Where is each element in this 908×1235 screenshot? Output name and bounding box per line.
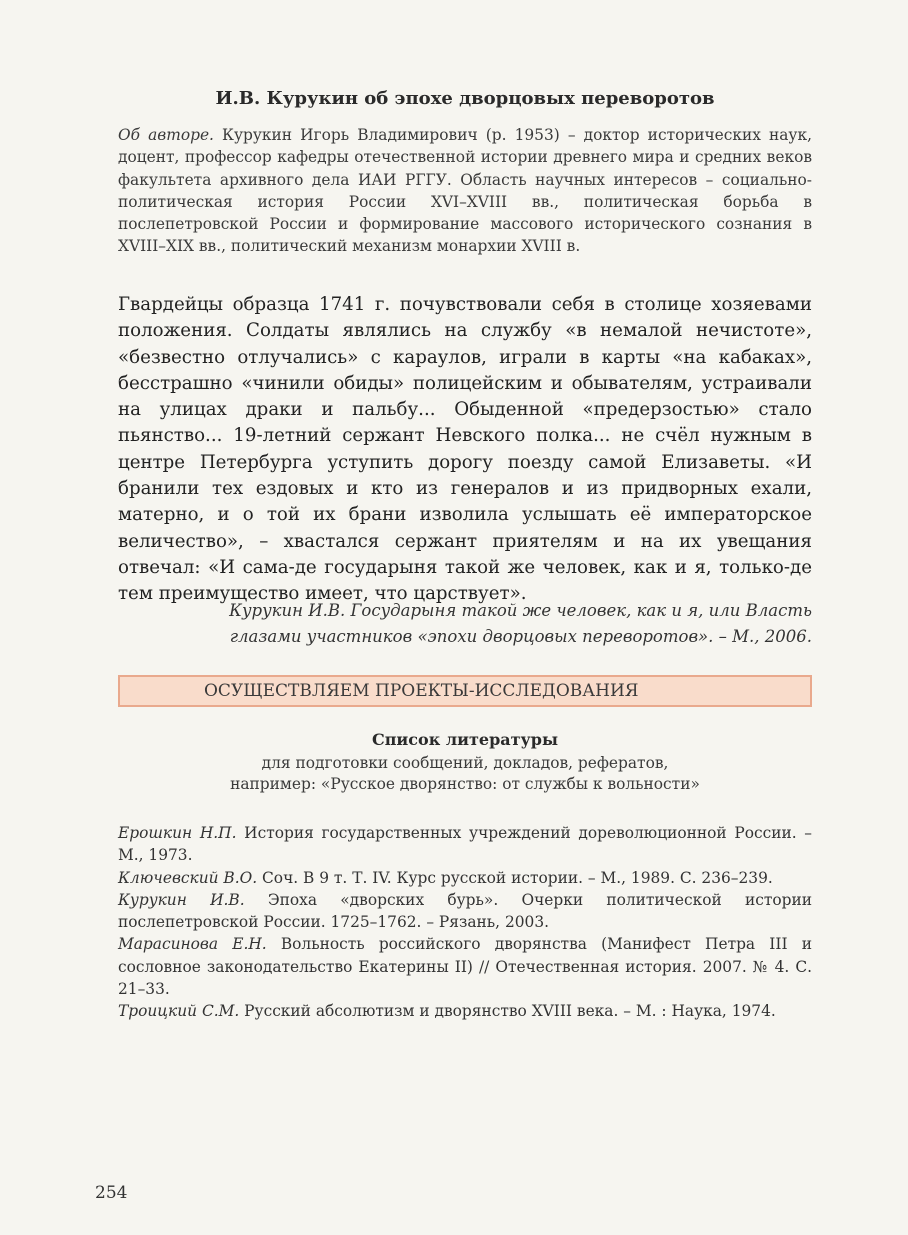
reference-author: Марасинова Е.Н. [118, 935, 267, 954]
reference-text: Соч. В 9 т. Т. IV. Курс русской истории. – М., 1989. С. 236–239. [257, 868, 773, 887]
reference-author: Троицкий С.М. [118, 1002, 240, 1021]
quote-text: Гвардейцы образца 1741 г. почувствовали себя в столице хозяевами положения. Солдаты являлись на службу «в немалой нечистоте», «безвестно отлучались» с караулов, играли в карты «на кабаках», бесстрашно «чинили обиды» полицейским и обывателям, устраивали на улицах драки и пальбу... Обыденной «предерзостью» стало пьянство... 19-летний сержант Невского полка... не счёл нужным в центре Петербурга уступить дорогу поезду самой Елизаветы. «И бранили тех ездовых и кто из генералов и из придворных ехали, матерно, и о той их брани изволила услышать её императорское величество», – хвастался сержант приятелям и на их увещания отвечал: «И сама-де государыня такой же человек, как и я, только-де тем преимущество имеет, что царствует». [118, 294, 812, 605]
reference-text: Эпоха «дворских бурь». Очерки политической истории послепетровской России. 1725–1762. – Рязань, 2003. [118, 890, 812, 932]
about-author-text: Курукин Игорь Владимирович (р. 1953) – доктор исторических наук, доцент, профессор кафедры отечественной истории древнего мира и средних веков факультета архивного дела ИАИ РГГУ. Область научных интересов – социально-политическая история России XVI–XVIII вв., политическая борьба в послепетровской России и формирование массового исторического сознания в XVIII–XIX вв., политический механизм монархии XVIII в. [118, 126, 813, 256]
reference-item [118, 889, 812, 934]
literature-subtitle-1: для подготовки сообщений, докладов, рефератов, [261, 754, 669, 772]
reference-item [118, 1000, 812, 1022]
citation-line-1: Курукин И.В. Государыня такой же человек, как и я, или Власть [229, 601, 812, 620]
reference-item [118, 822, 812, 867]
reference-author: Ерошкин Н.П. [118, 824, 237, 842]
page-number: 254 [95, 1183, 128, 1203]
literature-title: Список литературы [371, 730, 559, 749]
about-author [118, 124, 812, 258]
reference-list [118, 822, 812, 1023]
citation-line-2: глазами участников «эпохи дворцовых переворотов». – М., 2006. [229, 627, 812, 646]
reference-text: Вольность российского дворянства (Манифест Петра III и сословное законодательство Екатерины II) // Отечественная история. 2007. № 4. С. 21–33. [118, 935, 812, 999]
reference-author: Курукин И.В. [118, 890, 245, 909]
about-author-label: Об авторе. [118, 126, 214, 144]
literature-subtitle [118, 753, 812, 795]
reference-text: История государственных учреждений дореволюционной России. – М., 1973. [118, 824, 812, 865]
reference-author: Ключевский В.О. [118, 868, 258, 887]
reference-item [118, 933, 812, 1000]
literature-subtitle-2: например: «Русское дворянство: от службы к вольности» [230, 775, 700, 793]
reference-text: Русский абсолютизм и дворянство XVIII века. – М. : Наука, 1974. [239, 1002, 776, 1021]
projects-banner: ОСУЩЕСТВЛЯЕМ ПРОЕКТЫ-ИССЛЕДОВАНИЯ [118, 675, 812, 707]
section-title: И.В. Курукин об эпохе дворцовых переворотов [215, 88, 715, 109]
citation [118, 598, 812, 650]
reference-item [118, 867, 812, 889]
